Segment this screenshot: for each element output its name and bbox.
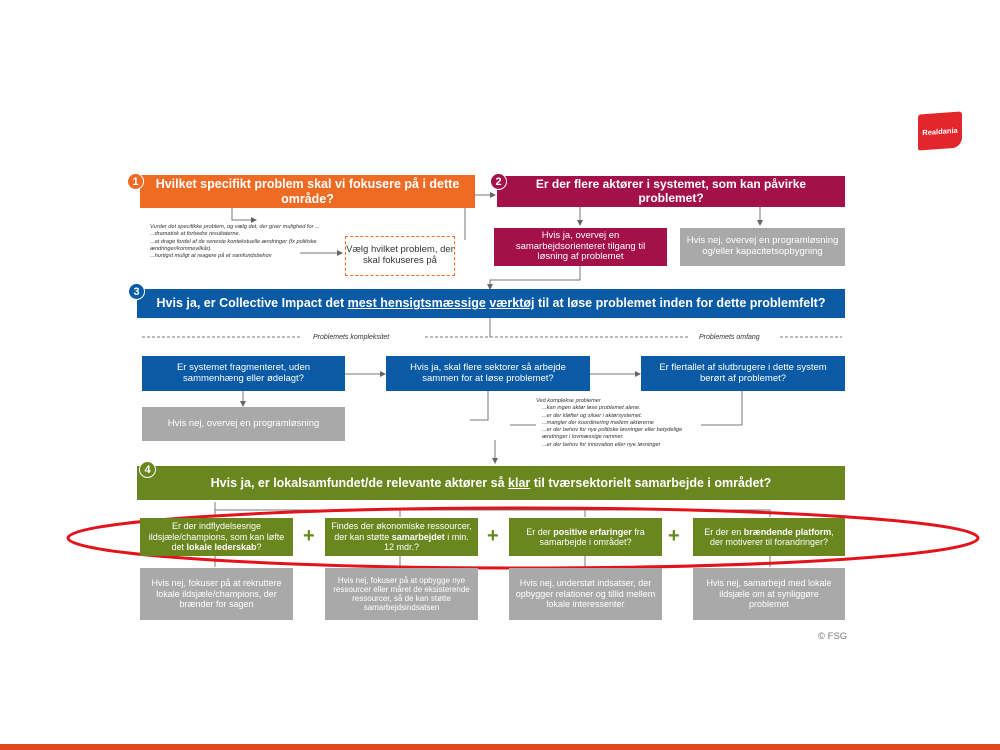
no-resources-box [325, 568, 478, 620]
step4-title-part: til tværsektorielt samarbejde i området? [530, 475, 772, 490]
bottom-bar [0, 744, 1000, 750]
step1-note: ...at drage fordel af de seneste kontekstuelle ændringer (fx politiske ændringer/kommevilkår). [150, 238, 317, 252]
complex-notes [536, 398, 701, 449]
complex-note: ...er der behov for innovation eller nye løsninger [542, 441, 661, 448]
no-experience-text: Hvis nej, understøt indsatser, der opbygger relationer og tillid mellem lokale interessenter [515, 578, 656, 610]
step2-yes-box [494, 228, 667, 266]
copyright: © FSG [818, 631, 848, 642]
complex-note: ...er der kløfter og siloer i aktørsystemet. [542, 412, 643, 419]
complex-note: ...kan ingen aktør løse problemet alene. [542, 405, 641, 412]
step4-number-badge [139, 461, 156, 478]
criterion-text-part: Findes der økonomiske ressourcer, der kan støtte [331, 521, 472, 542]
step3-title-part: Hvis ja, er Collective Impact det [156, 296, 348, 311]
criterion-resources-box [325, 518, 478, 556]
no-program-box [142, 407, 345, 441]
step2-number: 2 [495, 175, 502, 188]
criterion-resources-text [329, 521, 474, 552]
step2-no-box [680, 228, 845, 266]
step2-title: Er der flere aktører i systemet, som kan påvirke problemet? [535, 176, 807, 205]
criterion-text-part: , der motiverer til forandringer? [709, 526, 834, 547]
criterion-bold: positive erfaringer [553, 526, 632, 537]
no-program-text: Hvis nej, overvej en programløsning [167, 417, 320, 429]
step4-title-part: Hvis ja, er lokalsamfundet/de relevante aktører så [210, 475, 509, 490]
criterion-leadership-text [144, 521, 289, 552]
complexity-label: Problemets kompleksitet [310, 333, 392, 342]
no-resources-text: Hvis nej, fokuser på at opbygge nye ressourcer eller måret de eksisterende ressourcer, så de kan støtte samarbejdsindsatsen [333, 575, 470, 613]
criterion-text-part: ? [256, 542, 262, 553]
step2-question [497, 176, 845, 207]
criterion-platform-text [697, 527, 841, 548]
criterion-leadership-box [140, 518, 293, 556]
complex-note: ...mangler der koordinering mellem aktørerne [542, 419, 654, 426]
logo-text: Realdania [922, 125, 958, 137]
q-fragmented-text: Er systemet fragmenteret, uden sammenhæng eller ødelagt? [176, 361, 311, 384]
step3-number: 3 [133, 285, 140, 298]
step3-number-badge [128, 283, 145, 300]
step1-title: Hvilket specifikt problem skal vi fokusere på i dette område? [155, 177, 460, 206]
plus-sign: + [487, 525, 499, 547]
step1-number-badge [127, 173, 144, 190]
step1-note: ...dramatisk at forbedre resultaterne. [150, 231, 241, 238]
step4-title [211, 476, 772, 490]
step1-question [140, 175, 475, 208]
criterion-text-part: i min. 12 mdr.? [383, 531, 469, 553]
no-leadership-text: Hvis nej, fokuser på at rekruttere lokale ildsjæle/champions, der brænder for sagen [151, 578, 282, 610]
q-sectors-box [386, 356, 590, 391]
criterion-text-part: Er der [526, 526, 554, 537]
step1-note: Vurder det specifikke problem, og vælg det, der giver mulighed for ... [150, 224, 320, 230]
criterion-text-part: fra samarbejde i området? [539, 526, 645, 547]
step2-yes-text: Hvis ja, overvej en samarbejdsorienteret tilgang til løsning af problemet [515, 229, 646, 263]
criterion-experience-text [513, 527, 658, 548]
step3-question [137, 289, 845, 318]
criterion-text-part: Er der en [704, 526, 744, 537]
step1-note: ...hurtigst muligt at reagere på et samfundsbehov [150, 253, 272, 260]
complex-note: Ved komplekse problemer [536, 398, 601, 404]
step1-notes [150, 224, 320, 260]
criterion-platform-box [693, 518, 845, 556]
q-fragmented-box [142, 356, 345, 391]
no-leadership-box [140, 568, 293, 620]
realdania-logo [918, 111, 962, 150]
criterion-experience-box [509, 518, 662, 556]
q-sectors-text: Hvis ja, skal flere sektorer så arbejde sammen for at løse problemet? [410, 361, 566, 384]
step1-number: 1 [132, 175, 139, 188]
criterion-bold: samarbejdet [391, 531, 445, 542]
step3-title-underline: mest hensigtsmæssige [347, 296, 486, 311]
criterion-text-part: Er der indflydelsesrige ildsjæle/champions, som kan løfte det [148, 521, 285, 553]
criterion-bold: brændende platform [743, 526, 832, 537]
step3-title-part: til at løse problemet inden for dette problemfelt? [534, 296, 826, 311]
plus-sign: + [668, 525, 680, 547]
step4-title-underline: klar [508, 475, 531, 490]
no-platform-box [693, 568, 845, 620]
no-platform-text: Hvis nej, samarbejd med lokale ildsjæle om at synliggøre problemet [706, 578, 832, 610]
step3-title-underline: værktøj [489, 296, 535, 311]
step2-no-text: Hvis nej, overvej en programløsning og/eller kapacitetsopbygning [686, 235, 839, 257]
criterion-bold: lokale lederskab [186, 542, 257, 553]
no-experience-box [509, 568, 662, 620]
scope-label: Problemets omfang [696, 333, 763, 342]
q-majority-text: Er flertallet af slutbrugere i dette system berørt af problemet? [659, 361, 827, 384]
choose-problem-text: Vælg hvilket problem, der skal fokuseres på [346, 244, 454, 266]
step4-number: 4 [144, 463, 151, 476]
plus-sign: + [303, 525, 315, 547]
step2-number-badge [490, 173, 507, 190]
step3-title [157, 296, 826, 310]
choose-problem-box [345, 236, 455, 276]
q-majority-box [641, 356, 845, 391]
complex-note: ...er der behov for nye politiske løsninger eller betydelige ændringer i lovmæssige rammer. [542, 427, 683, 441]
step4-question [137, 463, 845, 500]
